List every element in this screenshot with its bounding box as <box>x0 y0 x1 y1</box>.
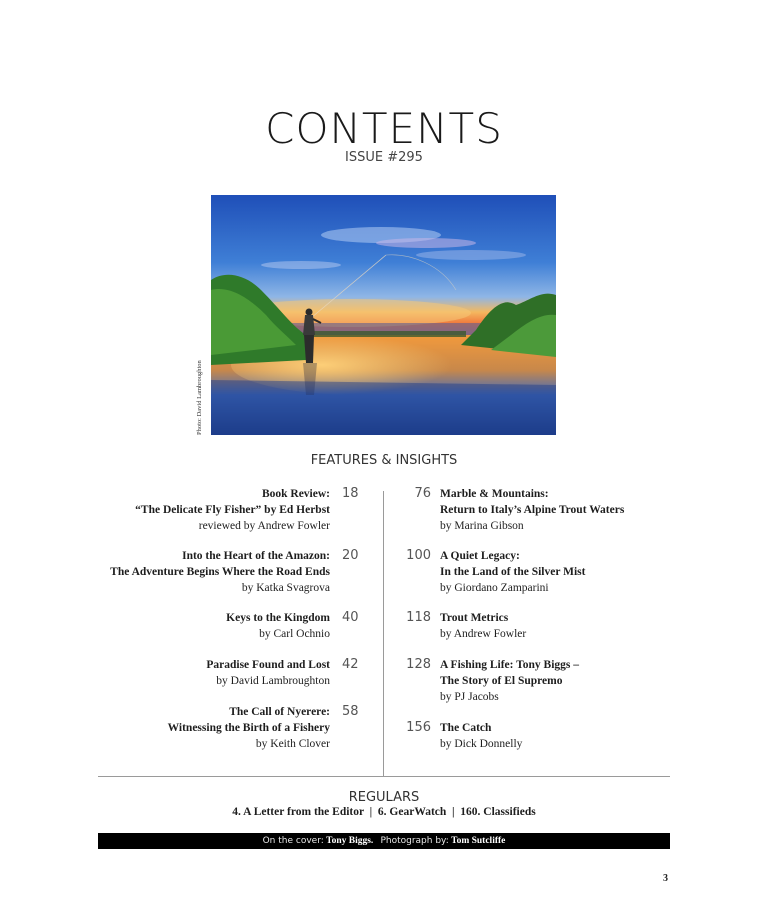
entry-title: A Fishing Life: Tony Biggs – <box>440 659 579 671</box>
toc-entry-fishing-life[interactable] <box>440 657 579 705</box>
section-divider <box>98 776 670 777</box>
toc-entry-amazon[interactable] <box>110 548 330 596</box>
page-number-40[interactable]: 40 <box>342 610 359 625</box>
page-number-20[interactable]: 20 <box>342 548 359 563</box>
toc-entry-trout-metrics[interactable] <box>440 610 526 642</box>
cover-photo <box>211 195 556 435</box>
features-heading: FEATURES & INSIGHTS <box>310 453 458 468</box>
cover-subject: Tony Biggs. <box>326 836 374 846</box>
toc-entry-the-catch[interactable] <box>440 720 522 752</box>
entry-byline: by Marina Gibson <box>440 520 524 532</box>
column-divider <box>383 491 384 776</box>
entry-title: Keys to the Kingdom <box>226 612 330 624</box>
page-number-128[interactable]: 128 <box>406 657 431 672</box>
issue-number: ISSUE #295 <box>345 150 423 165</box>
photograph-label: Photograph by: <box>380 836 449 846</box>
entry-subtitle: Witnessing the Birth of a Fishery <box>167 722 330 734</box>
cover-label: On the cover: <box>262 836 324 846</box>
toc-entry-marble-mountains[interactable] <box>440 486 624 534</box>
entry-byline: by PJ Jacobs <box>440 691 499 703</box>
page-number-58[interactable]: 58 <box>342 704 359 719</box>
page-number: 3 <box>663 873 668 884</box>
regulars-heading: REGULARS <box>348 790 420 805</box>
toc-entry-nyerere[interactable] <box>168 704 330 752</box>
entry-title: A Quiet Legacy: <box>440 550 520 562</box>
entry-subtitle: The Adventure Begins Where the Road Ends <box>110 566 330 578</box>
page-number-156[interactable]: 156 <box>406 720 431 735</box>
cover-credit-bar <box>98 833 670 849</box>
toc-entry-paradise[interactable] <box>206 657 330 689</box>
entry-byline: by Andrew Fowler <box>440 628 527 640</box>
entry-subtitle: Return to Italy’s Alpine Trout Waters <box>440 504 625 516</box>
toc-entry-book-review[interactable] <box>135 486 330 534</box>
photo-credit: Photo: David Lambroughton <box>196 360 203 435</box>
page-number-118[interactable]: 118 <box>406 610 431 625</box>
entry-byline: by Katka Svagrova <box>241 582 330 594</box>
page-number-76[interactable]: 76 <box>414 486 431 501</box>
entry-title: Into the Heart of the Amazon: <box>182 550 330 562</box>
entry-title: Trout Metrics <box>440 612 509 624</box>
entry-title: Marble & Mountains: <box>440 488 549 500</box>
regulars-list[interactable]: 4. A Letter from the Editor | 6. GearWatch | 160. Classifieds <box>232 806 536 818</box>
toc-entry-quiet-legacy[interactable] <box>440 548 585 596</box>
entry-byline: by Giordano Zamparini <box>440 582 549 594</box>
entry-byline: reviewed by Andrew Fowler <box>198 520 330 532</box>
page-number-100[interactable]: 100 <box>406 548 431 563</box>
entry-byline: by Keith Clover <box>255 738 330 750</box>
cover-photographer: Tom Sutcliffe <box>451 836 506 846</box>
entry-title: Paradise Found and Lost <box>206 659 330 671</box>
entry-byline: by Dick Donnelly <box>440 738 523 750</box>
entry-subtitle: The Story of El Supremo <box>440 675 563 687</box>
toc-entry-keys-kingdom[interactable] <box>226 610 330 642</box>
page-number-18[interactable]: 18 <box>342 486 359 501</box>
page-title: CONTENTS <box>265 104 503 153</box>
entry-title: The Call of Nyerere: <box>229 706 330 718</box>
entry-byline: by Carl Ochnio <box>259 628 330 640</box>
entry-subtitle: “The Delicate Fly Fisher” by Ed Herbst <box>135 504 330 516</box>
entry-title: The Catch <box>440 722 492 734</box>
entry-title: Book Review: <box>261 488 330 500</box>
page-number-42[interactable]: 42 <box>342 657 359 672</box>
entry-subtitle: In the Land of the Silver Mist <box>440 566 586 578</box>
entry-byline: by David Lambroughton <box>216 675 330 687</box>
